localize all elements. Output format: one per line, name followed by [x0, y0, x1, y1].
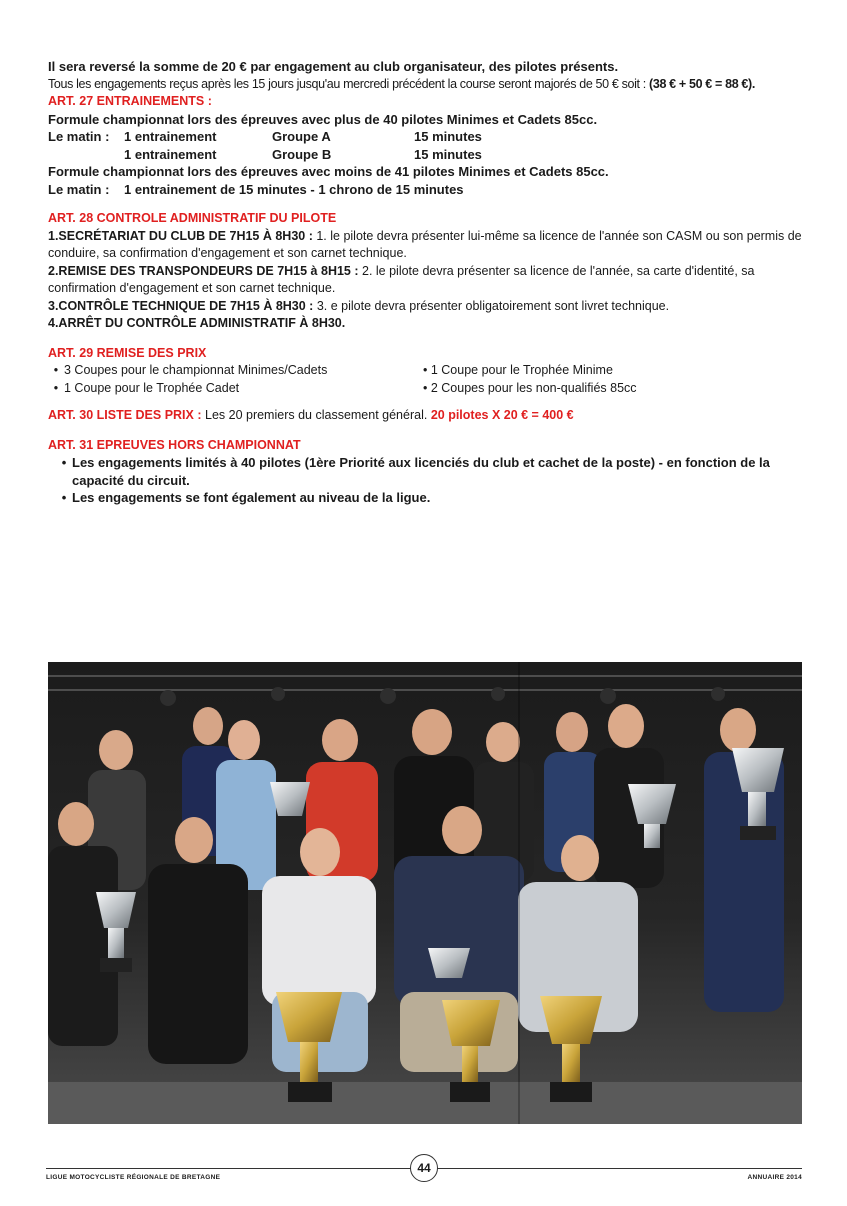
art30-total: 20 pilotes X 20 € = 400 € — [430, 408, 574, 422]
art27-row-label: Le matin : — [48, 129, 110, 144]
art28-item-2 — [48, 263, 810, 298]
art27-row-label: Le matin : — [48, 181, 110, 197]
art28-item-2-text: 2. le pilote devra présenter sa licence de l'année, sa carte d'identité, sa confirmation d'engagement et son carnet technique. — [48, 263, 755, 295]
art27-row-duration: 15 minutes — [414, 129, 482, 144]
award-ceremony-photo — [48, 662, 802, 1124]
art27-row-duration: 15 minutes — [414, 146, 482, 162]
list-item: • 3 Coupes pour le championnat Minimes/Cadets — [53, 363, 328, 377]
art28-item-1 — [48, 228, 810, 263]
footer-publication: ANNUAIRE 2014 — [747, 1174, 802, 1181]
art29-right-column — [408, 362, 788, 397]
intro-line-2 — [48, 76, 810, 94]
art28-item-4 — [48, 315, 810, 333]
list-item: • 2 Coupes pour les non-qualifiés 85cc — [423, 380, 637, 395]
art27-row-session: 1 entrainement — [124, 146, 217, 162]
page-number: 44 — [410, 1154, 438, 1182]
art28-title: ART. 28 CONTROLE ADMINISTRATIF DU PILOTE — [48, 211, 337, 225]
art27-row-session: 1 entrainement — [124, 129, 217, 144]
art31-title: ART. 31 EPREUVES HORS CHAMPIONNAT — [48, 437, 301, 452]
footer-organization: LIGUE MOTOCYCLISTE RÉGIONALE DE BRETAGNE — [46, 1174, 221, 1181]
rules-text — [48, 58, 810, 507]
page-footer — [46, 1160, 802, 1190]
intro-line-2-amount: (38 € + 50 € = 88 €). — [649, 76, 755, 91]
art29-prize-list — [48, 362, 810, 397]
list-item: • 1 Coupe pour le Trophée Cadet — [53, 380, 240, 395]
intro-line-1: Il sera reversé la somme de 20 € par engagement au club organisateur, des pilotes présents. — [48, 59, 619, 74]
art28-item-3-text: 3. e pilote devra présenter obligatoirement sont livret technique. — [313, 298, 670, 313]
art27-formula-2: Formule championnat lors des épreuves avec moins de 41 pilotes Minimes et Cadets 85cc. — [48, 164, 609, 179]
art31-item-1: • Les engagements limités à 40 pilotes (1ère Priorité aux licenciés du club et cachet de la poste) - en fonction de la capacité du circuit. — [61, 455, 770, 488]
art27-title: ART. 27 ENTRAINEMENTS : — [48, 94, 212, 108]
list-item: • 1 Coupe pour le Trophée Minime — [423, 363, 613, 377]
art29-title: ART. 29 REMISE DES PRIX — [48, 345, 207, 360]
art28-item-1-heading: 1.SECRÉTARIAT DU CLUB DE 7H15 À 8H30 : — [48, 228, 313, 243]
art27-row-3-text: 1 entrainement de 15 minutes - 1 chrono de 15 minutes — [124, 181, 464, 197]
art27-row-2 — [48, 146, 810, 164]
art27-formula-1: Formule championnat lors des épreuves avec plus de 40 pilotes Minimes et Cadets 85cc. — [48, 111, 598, 127]
art30-line — [48, 407, 810, 425]
art28-item-4-heading: 4.ARRÊT DU CONTRÔLE ADMINISTRATIF À 8H30. — [48, 316, 346, 330]
art30-text: Les 20 premiers du classement général. — [201, 408, 431, 422]
art30-title: ART. 30 LISTE DES PRIX : — [48, 408, 202, 422]
art28-item-1-text: 1. le pilote devra présenter lui-même sa licence de l'année son CASM ou son permis de conduire, sa confirmation d'engagement et son carnet technique. — [48, 228, 802, 260]
art27-row-group: Groupe A — [272, 129, 331, 144]
intro-line-2-text: Tous les engagements reçus après les 15 jours jusqu'au mercredi précédent la course seront majorés de 50 € soit : — [48, 76, 650, 91]
photo-illustration — [48, 662, 802, 1124]
art28-item-2-heading: 2.REMISE DES TRANSPONDEURS DE 7H15 à 8H15 : — [48, 263, 359, 278]
art27-row-1 — [48, 128, 810, 146]
art28-item-3-heading: 3.CONTRÔLE TECHNIQUE DE 7H15 À 8H30 : — [48, 298, 314, 313]
art29-left-column — [48, 362, 408, 397]
art27-row-3 — [48, 181, 810, 199]
art28-item-3 — [48, 298, 810, 316]
art31-item-2: • Les engagements se font également au niveau de la ligue. — [61, 490, 431, 505]
art27-row-group: Groupe B — [272, 146, 332, 162]
